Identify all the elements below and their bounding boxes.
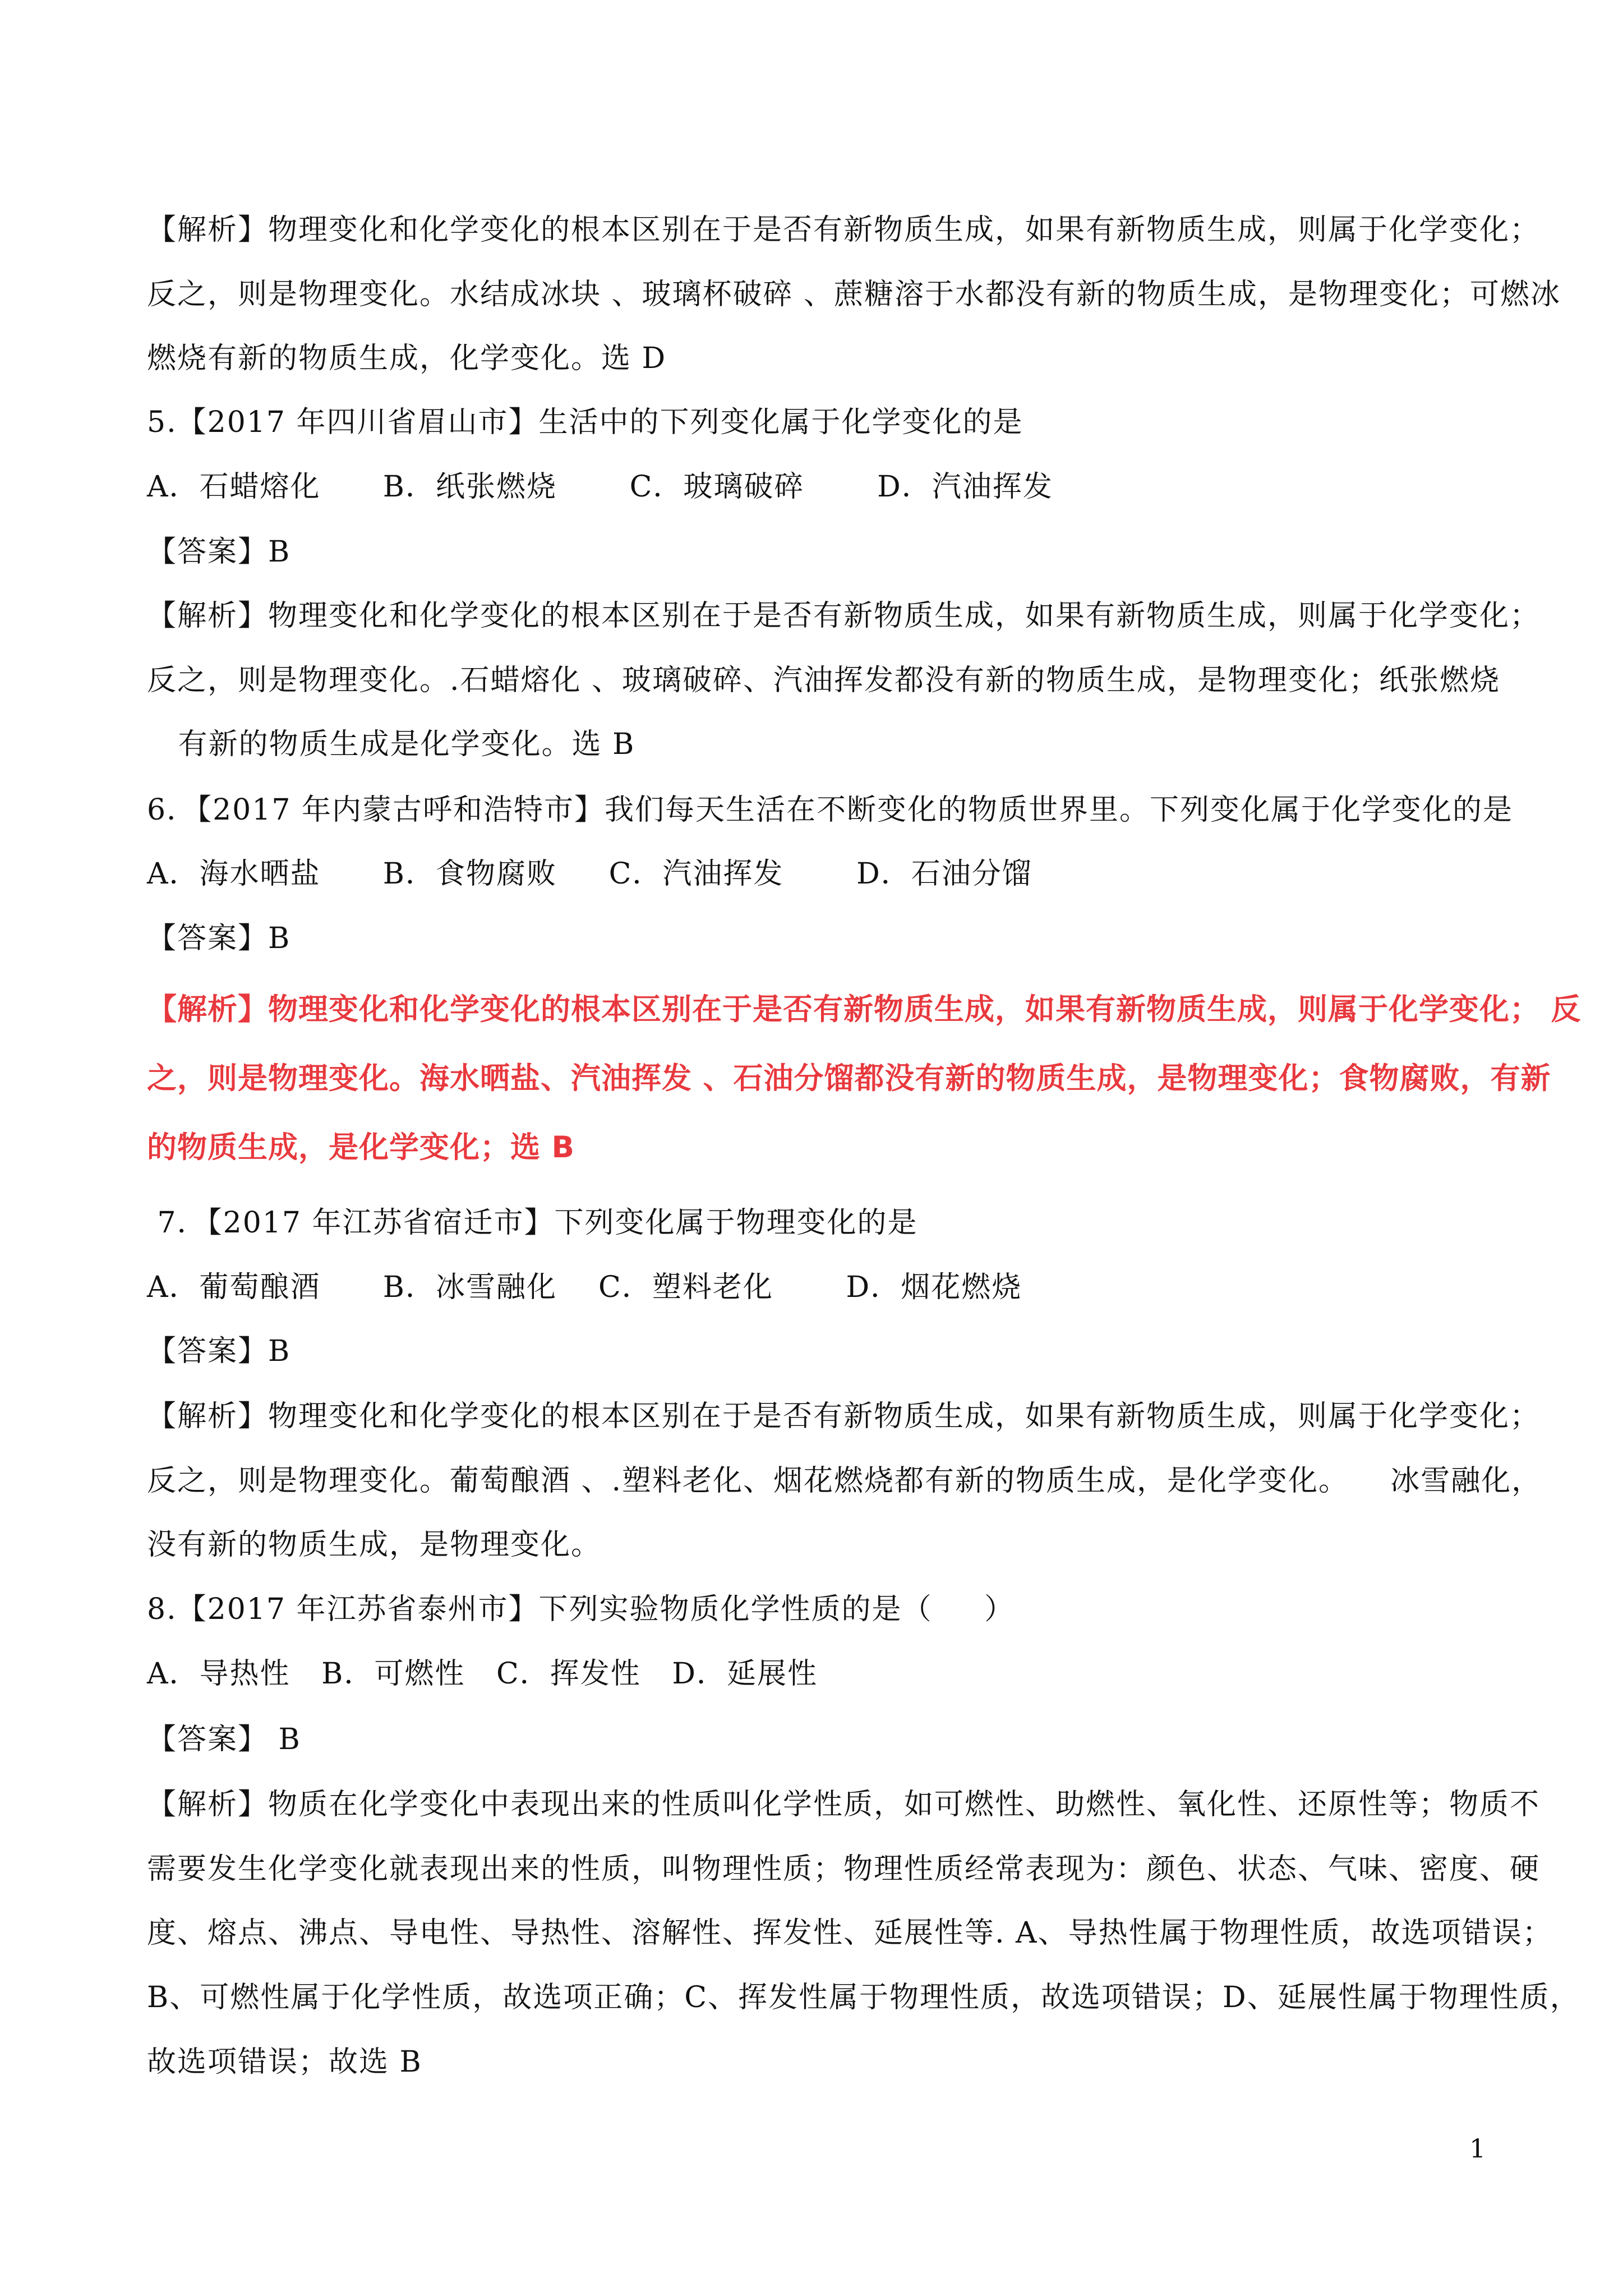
analysis-line: 反之，则是物理变化。葡萄酿酒 、.塑料老化、烟花燃烧都有新的物质生成，是化学变化。 冰雪融化，: [147, 1464, 1542, 1498]
highlighted-analysis-line: 的物质生成，是化学变化；选 B: [147, 1130, 575, 1165]
answer-5: 【答案】B: [147, 535, 291, 569]
analysis-line: 有新的物质生成是化学变化。选 B: [147, 728, 635, 761]
options-7: A．葡萄酿酒 B．冰雪融化 C．塑料老化 D．烟花燃烧: [147, 1271, 1022, 1304]
answer-6: 【答案】B: [147, 922, 291, 955]
question-7: 7．【2017 年江苏省宿迁市】下列变化属于物理变化的是: [147, 1206, 918, 1240]
options-6: A．海水晒盐 B．食物腐败 C．汽油挥发 D．石油分馏: [147, 857, 1032, 891]
analysis-line: 需要发生化学变化就表现出来的性质，叫物理性质；物理性质经常表现为：颜色、状态、气味、密度、硬: [147, 1852, 1541, 1886]
analysis-line: 反之，则是物理变化。水结成冰块 、玻璃杯破碎 、蔗糖溶于水都没有新的物质生成，是物理变化；可燃冰: [147, 278, 1561, 311]
highlighted-analysis-line: 【解析】物理变化和化学变化的根本区别在于是否有新物质生成，如果有新物质生成，则属于化学变化； 反: [147, 992, 1581, 1027]
analysis-line: 没有新的物质生成，是物理变化。: [147, 1528, 602, 1562]
analysis-line: 【解析】物理变化和化学变化的根本区别在于是否有新物质生成，如果有新物质生成，则属于化学变化；: [147, 213, 1541, 247]
question-8: 8.【2017 年江苏省泰州市】下列实验物质化学性质的是（ ）: [147, 1593, 1015, 1626]
page-number: 1: [1469, 2133, 1486, 2164]
question-5: 5.【2017 年四川省眉山市】生活中的下列变化属于化学变化的是: [147, 406, 1023, 439]
analysis-line: 反之，则是物理变化。.石蜡熔化 、玻璃破碎、汽油挥发都没有新的物质生成，是物理变化；纸张燃烧: [147, 664, 1501, 697]
highlighted-analysis-line: 之，则是物理变化。海水晒盐、汽油挥发 、石油分馏都没有新的物质生成，是物理变化；食物腐败，有新: [147, 1061, 1551, 1096]
analysis-line: 【解析】物理变化和化学变化的根本区别在于是否有新物质生成，如果有新物质生成，则属于化学变化；: [147, 1400, 1541, 1433]
question-6: 6．【2017 年内蒙古呼和浩特市】我们每天生活在不断变化的物质世界里。下列变化属于化学变化的是: [147, 793, 1513, 827]
answer-7: 【答案】B: [147, 1335, 291, 1368]
analysis-line: 【解析】物理变化和化学变化的根本区别在于是否有新物质生成，如果有新物质生成，则属于化学变化；: [147, 599, 1541, 633]
analysis-line: 度、熔点、沸点、导电性、导热性、溶解性、挥发性、延展性等. A、导热性属于物理性质，故选项错误；: [147, 1916, 1553, 1950]
answer-8: 【答案】 B: [147, 1723, 301, 1756]
analysis-line: B、可燃性属于化学性质，故选项正确；C、挥发性属于物理性质，故选项错误；D、延展性属于物理性质，: [147, 1981, 1580, 2014]
options-5: A．石蜡熔化 B．纸张燃烧 C．玻璃破碎 D．汽油挥发: [147, 470, 1053, 504]
options-8: A．导热性 B．可燃性 C．挥发性 D．延展性: [147, 1657, 818, 1691]
analysis-line: 【解析】物质在化学变化中表现出来的性质叫化学性质，如可燃性、助燃性、氧化性、还原性等；物质不: [147, 1788, 1541, 1821]
analysis-line: 故选项错误；故选 B: [147, 2045, 422, 2079]
analysis-line: 燃烧有新的物质生成，化学变化。选 D: [147, 342, 667, 375]
